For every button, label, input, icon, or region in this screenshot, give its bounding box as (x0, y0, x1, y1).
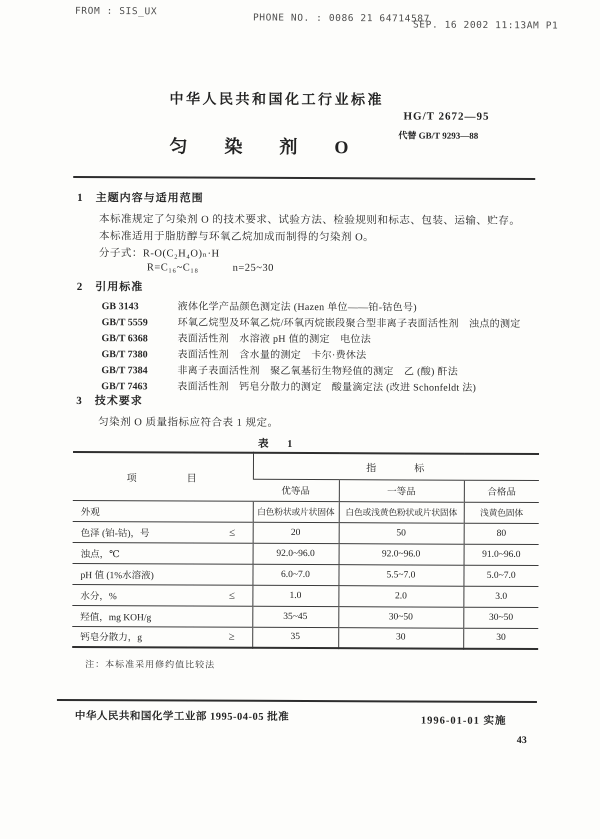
replaced-standard: 代替 GB/T 9293—88 (398, 130, 479, 141)
reference-title: 表面活性剂 水溶液 pH 值的测定 电位法 (177, 333, 372, 346)
reference-item (101, 361, 458, 378)
section-3-title: 技术要求 (94, 395, 143, 408)
cell-value: 20 (253, 522, 339, 543)
reference-code: GB/T 7463 (101, 381, 148, 393)
grade-header-first: 一等品 (339, 479, 464, 502)
row-label: 水分，% (80, 591, 117, 602)
implementation-date: 1996-01-01 实施 (420, 715, 507, 727)
cell-value: 35~45 (252, 606, 338, 627)
row-label: 色泽 (铂-钴)，号 (80, 528, 150, 539)
cell-value: 35 (252, 627, 338, 648)
row-label: pH 值 (1%水溶液) (80, 570, 154, 581)
section-1-paragraph-2: 本标准适用于脂肪醇与环氧乙烷加成而制得的匀染剂 O。 (98, 231, 375, 244)
table-row (73, 521, 539, 544)
header-divider-rule (73, 176, 535, 180)
table-row (72, 563, 538, 586)
cell-value: 30~50 (338, 606, 463, 628)
cell-value: 5.5~7.0 (338, 564, 463, 586)
molecular-formula: 分子式：R-O(C₂H₄O)ₙ·H (98, 248, 220, 260)
reference-item (101, 329, 371, 345)
section-1-heading (77, 189, 204, 206)
section-2-number: 2 (76, 281, 84, 294)
fax-timestamp: SEP. 16 2002 11:13AM P1 (412, 19, 559, 32)
cell-value: 白色或浅黄色粉状或片状固体 (339, 501, 464, 523)
spec-table (72, 451, 539, 650)
reference-title: 液体化学产品颜色测定法 (Hazen 单位——铂-钴色号) (177, 301, 417, 314)
formula-n-range: n=25~30 (232, 262, 274, 274)
cell-value: 3.0 (463, 586, 538, 607)
reference-code: GB/T 7384 (101, 365, 148, 377)
formula-r-range: R=C₁₆~C₁₈ (146, 262, 199, 274)
cell-value: 50 (339, 522, 464, 544)
item-column-header: 项 目 (73, 452, 253, 501)
document-title: 匀染剂O (169, 136, 386, 158)
grade-header-superior: 优等品 (253, 479, 339, 501)
row-label: 浊点，℃ (80, 549, 120, 560)
reference-code: GB 3143 (101, 301, 139, 313)
table-row (72, 626, 538, 649)
section-1-paragraph-1: 本标准规定了匀染剂 O 的技术要求、试验方法、检验规则和标志、包装、运输、贮存。 (99, 214, 521, 227)
reference-item (101, 377, 476, 394)
cell-value: 91.0~96.0 (464, 544, 539, 565)
section-3-number: 3 (76, 395, 83, 408)
grade-header-qualified: 合格品 (464, 480, 539, 502)
cell-value: 92.0~96.0 (253, 543, 339, 564)
row-label: 钙皂分散力，g (80, 633, 142, 644)
reference-title: 非离子表面活性剂 聚乙氧基衍生物羟值的测定 乙 (酸) 酐法 (177, 365, 459, 378)
table-header-row-1 (73, 452, 539, 480)
reference-title: 环氧乙烷型及环氧乙烷/环氧丙烷嵌段聚合型非离子表面活性剂 浊点的测定 (177, 317, 521, 330)
section-3-paragraph: 匀染剂 O 质量指标应符合表 1 规定。 (98, 417, 279, 429)
index-column-header: 指 标 (253, 453, 539, 480)
section-3-heading (76, 392, 143, 408)
cell-value: 30~50 (463, 607, 538, 628)
footer-divider-rule (57, 699, 537, 703)
reference-code: GB/T 6368 (101, 333, 148, 345)
row-label: 羟值，mg KOH/g (80, 612, 152, 623)
cell-value: 92.0~96.0 (339, 543, 464, 565)
section-1-title: 主题内容与适用范围 (95, 192, 204, 205)
standard-org-title: 中华人民共和国化工行业标准 (169, 92, 385, 109)
cell-value: 白色粉状或片状固体 (253, 501, 339, 522)
section-2-title: 引用标准 (95, 281, 144, 294)
reference-item (102, 297, 417, 313)
reference-code: GB/T 5559 (101, 317, 148, 329)
table-caption: 表 1 (258, 438, 301, 451)
page-number: 43 (516, 734, 527, 746)
reference-item (101, 345, 366, 361)
table-row (73, 500, 539, 523)
standard-number: HG/T 2672—95 (403, 110, 490, 123)
cell-value: 30 (463, 628, 538, 649)
row-operator: ≥ (228, 630, 235, 643)
cell-value: 30 (338, 627, 463, 649)
section-2-heading (77, 278, 144, 294)
reference-title: 表面活性剂 钙皂分散力的测定 酸量滴定法 (改进 Schonfeldt 法) (177, 381, 477, 394)
table-row (72, 605, 538, 628)
table-row (73, 542, 539, 565)
table-note: 注：本标准采用修约值比较法 (85, 659, 216, 670)
fax-sender: FROM : SIS_UX (74, 5, 158, 18)
cell-value: 6.0~7.0 (252, 564, 338, 585)
reference-item (102, 313, 521, 330)
row-operator: ≤ (228, 589, 235, 602)
fax-phone: PHONE NO. : 0086 21 64714587 (252, 12, 430, 25)
table-row (72, 584, 538, 607)
formula-parameters (147, 262, 274, 274)
reference-title: 表面活性剂 含水量的测定 卡尔·费休法 (177, 349, 367, 362)
section-1-number: 1 (77, 192, 84, 205)
cell-value: 2.0 (338, 585, 463, 607)
cell-value: 1.0 (252, 585, 338, 606)
row-label: 外观 (80, 507, 100, 518)
reference-code: GB/T 7380 (101, 349, 148, 361)
cell-value: 浅黄色固体 (464, 502, 539, 523)
cell-value: 80 (464, 523, 539, 544)
cell-value: 5.0~7.0 (463, 565, 538, 586)
row-operator: ≤ (229, 526, 236, 539)
approval-statement: 中华人民共和国化学工业部 1995-04-05 批准 (74, 711, 290, 723)
